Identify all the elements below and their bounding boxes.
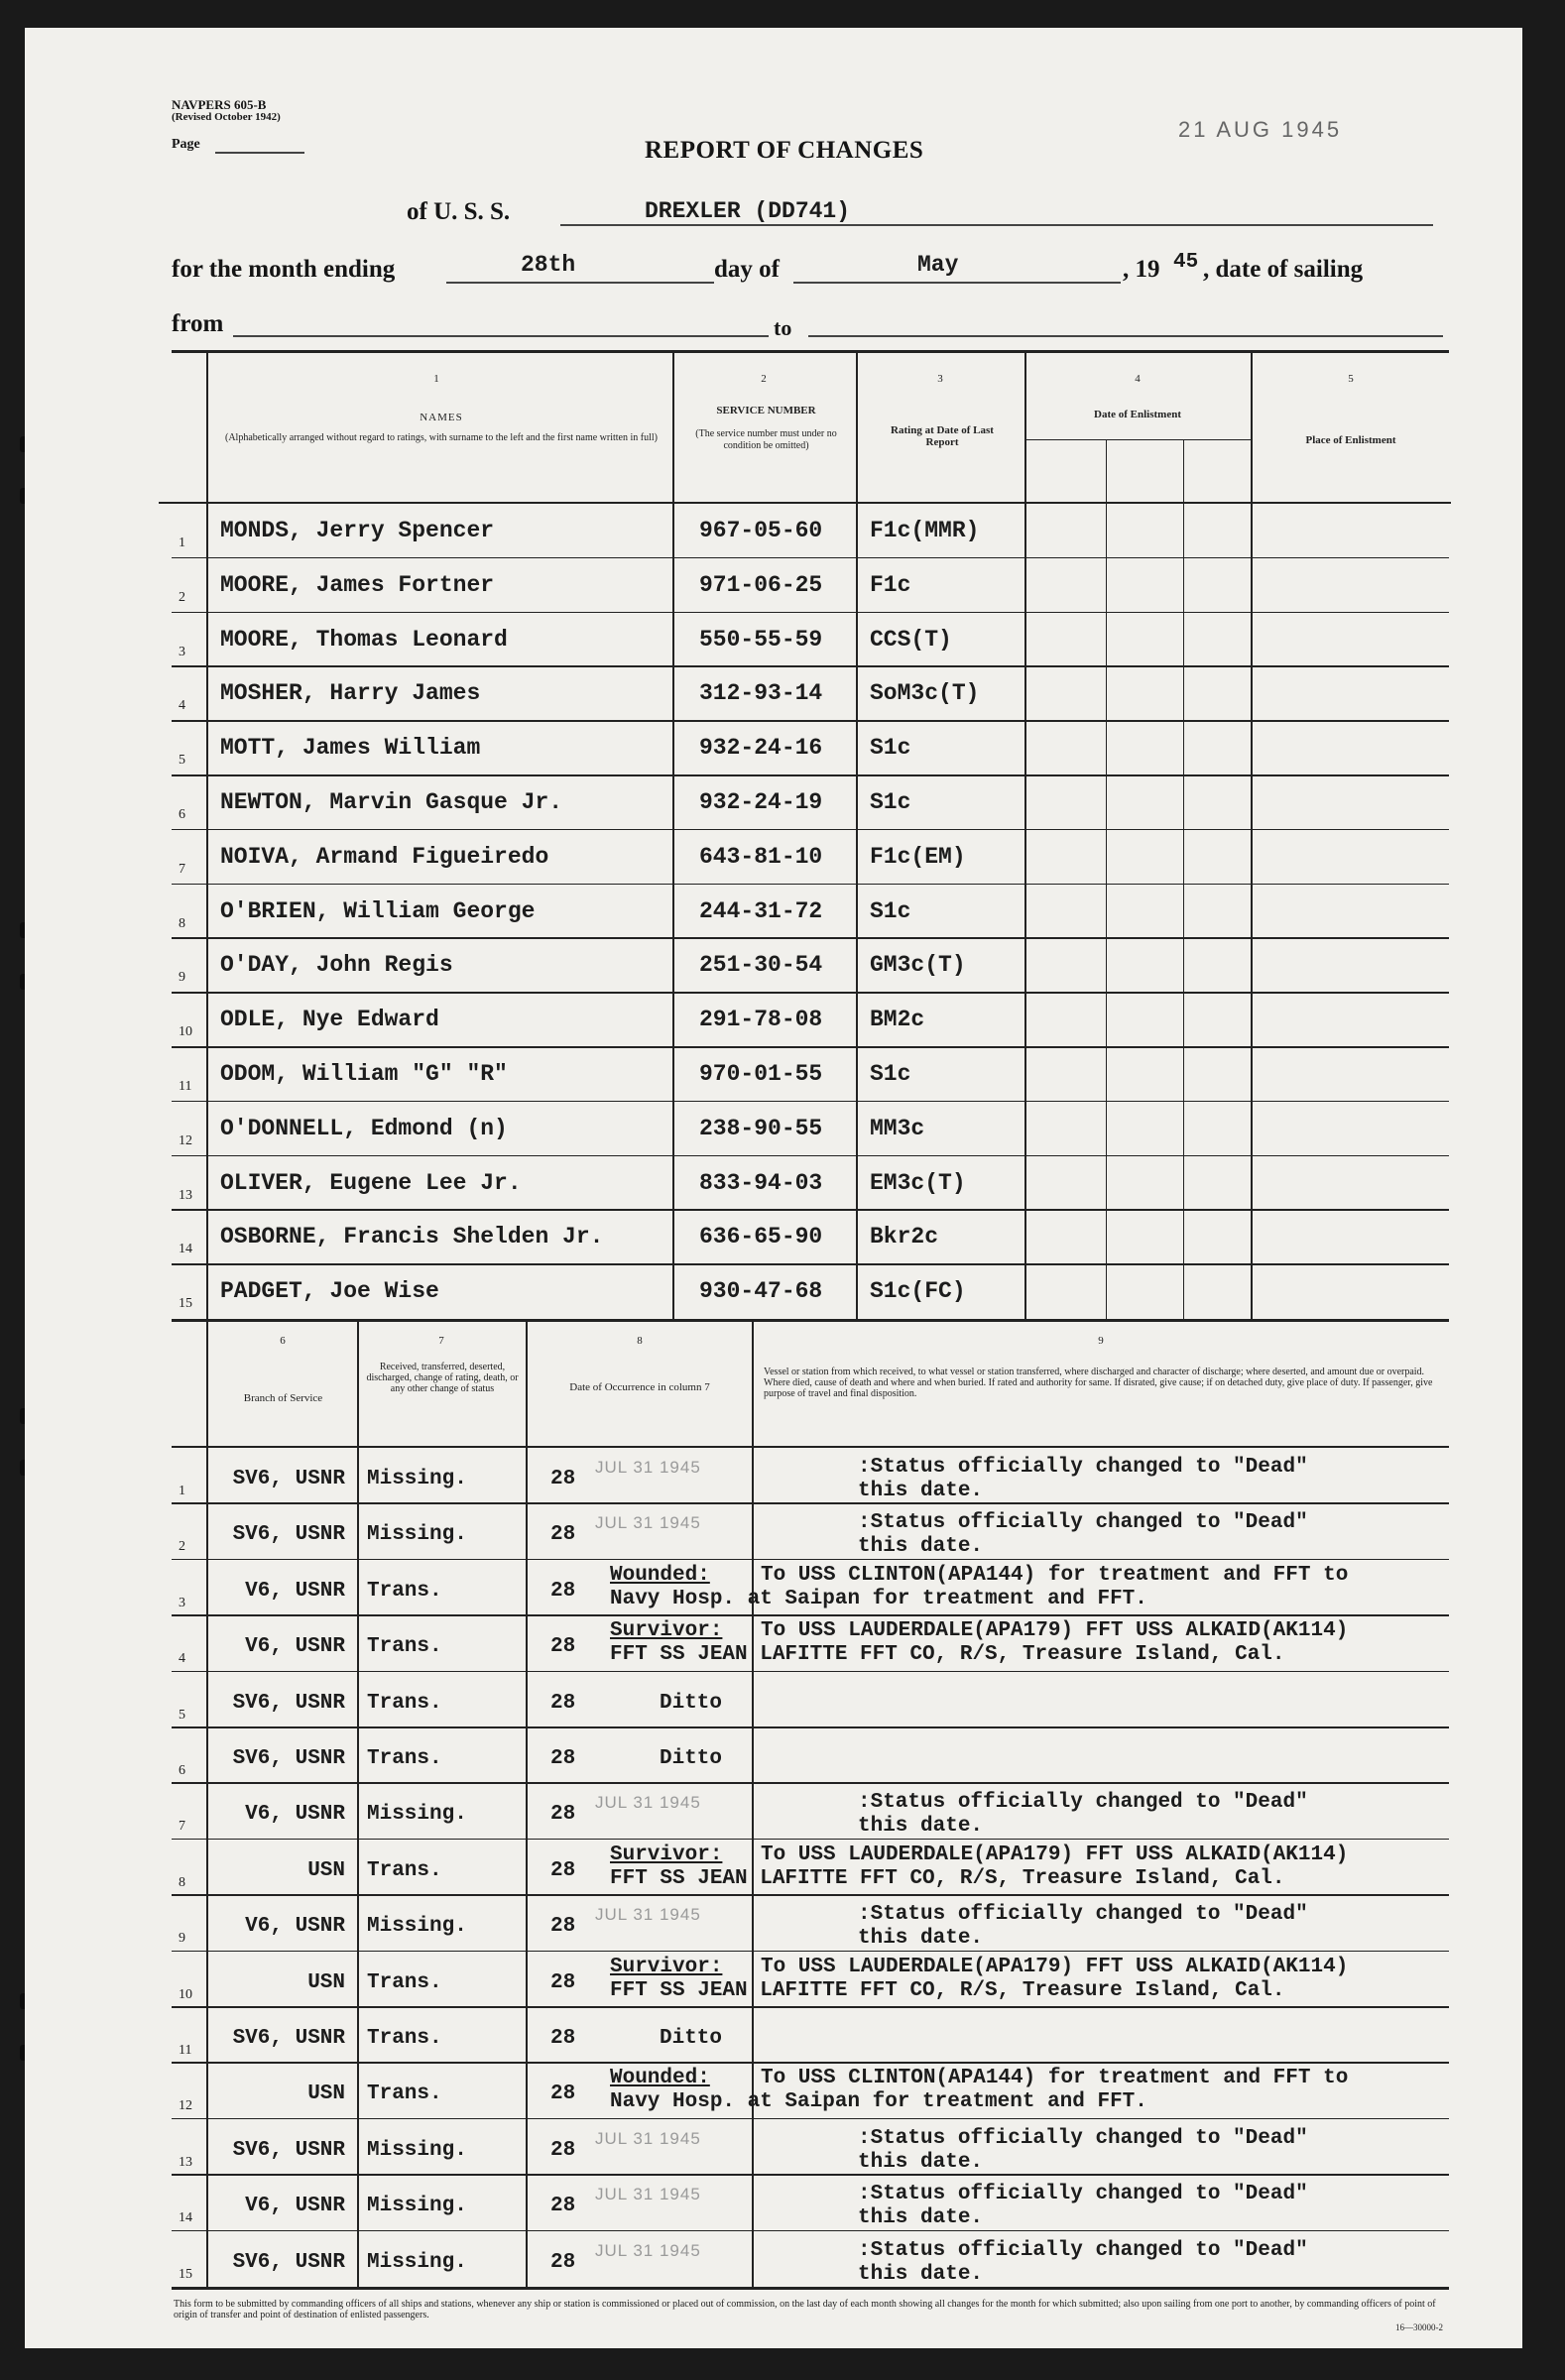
to-label: to [774, 315, 792, 340]
row-number: 14 [179, 2210, 192, 2226]
rating: S1c(FC) [870, 1278, 966, 1305]
branch-of-service: SV6, USNR [232, 2027, 345, 2050]
row-rule [172, 774, 1449, 776]
row-rule [172, 2062, 1449, 2064]
change-of-status: Missing. [367, 2250, 467, 2274]
change-of-status: Trans. [367, 1691, 442, 1715]
row-rule [172, 1839, 1449, 1841]
row-number: 4 [179, 1651, 185, 1667]
service-number: 312-93-14 [699, 680, 823, 707]
row-number: 14 [179, 1242, 192, 1257]
remark-line-1: :Status officially changed to "Dead" [858, 1511, 1308, 1535]
occurrence-date: 28 [550, 1691, 576, 1715]
sailor-name: NOIVA, Armand Figueiredo [220, 843, 549, 870]
occurrence-date: 28 [550, 2082, 576, 2106]
to-line [808, 335, 1443, 337]
bottom-col-rule-c [526, 1322, 528, 2287]
occurrence-date: 28 [550, 2250, 576, 2274]
row-rule [172, 1155, 1449, 1157]
rating: S1c [870, 735, 911, 762]
row-number: 9 [179, 970, 185, 986]
occurrence-date: 28 [550, 1468, 576, 1490]
row-rule [172, 2174, 1449, 2176]
day-value: 28th [521, 252, 576, 278]
row-number: 15 [179, 1296, 192, 1312]
service-number: 932-24-16 [699, 735, 823, 762]
branch-of-service: USN [307, 2082, 345, 2106]
remark-line-1: :Status officially changed to "Dead" [858, 1791, 1308, 1815]
remark-line-2: this date. [858, 1480, 984, 1502]
bottom-table-bottom-rule [172, 2287, 1449, 2290]
ship-name: DREXLER (DD741) [645, 198, 851, 224]
service-header: SERVICE NUMBER [716, 405, 816, 416]
col-number-2: 2 [761, 373, 767, 385]
received-date-stamp: 21 AUG 1945 [1178, 117, 1343, 142]
row-number: 7 [179, 861, 185, 877]
enlistment-sub-rule [1024, 439, 1251, 440]
row-rule [172, 665, 1449, 667]
of-uss-label: of U. S. S. [407, 198, 511, 225]
change-of-status: Missing. [367, 2138, 467, 2162]
occurrence-date: 28 [550, 1579, 576, 1603]
occurrence-date: 28 [550, 1915, 576, 1939]
remark-line-2: this date. [858, 1927, 984, 1951]
remark-tag: Survivor: [610, 1843, 723, 1866]
bottom-table-header-rule [172, 1446, 1449, 1448]
row-number: 15 [179, 2266, 192, 2282]
year-prefix: , 19 [1123, 256, 1160, 283]
branch-of-service: USN [307, 1970, 345, 1994]
status-header: Received, transferred, deserted, discharged, change of rating, death, or any other change of status [366, 1362, 519, 1394]
remark-line-2: FFT SS JEAN LAFITTE FFT CO, R/S, Treasure Island, Cal. [610, 1643, 1285, 1667]
change-of-status: Trans. [367, 2027, 442, 2050]
remark-line-2: this date. [858, 1535, 984, 1559]
occurrence-date: 28 [550, 2027, 576, 2050]
row-rule [172, 1671, 1449, 1673]
month-value: May [917, 252, 959, 278]
row-number: 6 [179, 1763, 185, 1778]
row-number: 2 [179, 1539, 185, 1555]
service-number: 967-05-60 [699, 518, 823, 543]
sailor-name: OSBORNE, Francis Shelden Jr. [220, 1224, 604, 1250]
service-number: 291-78-08 [699, 1007, 823, 1033]
row-number: 12 [179, 2098, 192, 2114]
row-rule [172, 1614, 1449, 1616]
sailor-name: O'DONNELL, Edmond (n) [220, 1115, 508, 1141]
remark-line-1: :Status officially changed to "Dead" [858, 2183, 1308, 2206]
sailor-name: O'DAY, John Regis [220, 952, 453, 979]
from-label: from [172, 310, 224, 337]
sailor-name: MOORE, James Fortner [220, 571, 495, 598]
rating: GM3c(T) [870, 952, 966, 979]
sailor-name: ODLE, Nye Edward [220, 1007, 439, 1033]
received-stamp: JUL 31 1945 [595, 1513, 701, 1533]
row-rule [172, 1894, 1449, 1896]
bottom-col-rule-b [357, 1322, 359, 2287]
sailor-name: O'BRIEN, William George [220, 897, 536, 924]
names-subheader: (Alphabetically arranged without regard to ratings, with surname to the left and the first name written in full) [225, 432, 658, 443]
row-rule [172, 1559, 1449, 1561]
received-stamp: JUL 31 1945 [595, 2128, 701, 2148]
received-stamp: JUL 31 1945 [595, 2240, 701, 2260]
row-number: 11 [179, 2043, 192, 2058]
row-number: 1 [179, 1484, 185, 1498]
row-number: 13 [179, 1187, 192, 1203]
remark-line-2: Navy Hosp. at Saipan for treatment and FFT. [610, 2090, 1147, 2114]
received-stamp: JUL 31 1945 [595, 2185, 701, 2204]
change-of-status: Trans. [367, 1858, 442, 1882]
day-line [446, 282, 714, 284]
date-header: Date of Occurrence in column 7 [569, 1381, 710, 1393]
rating-header: Rating at Date of Last Report [891, 424, 994, 448]
service-number: 636-65-90 [699, 1224, 823, 1250]
col-number-5: 5 [1348, 373, 1354, 385]
sailor-name: PADGET, Joe Wise [220, 1278, 439, 1305]
row-number: 7 [179, 1819, 185, 1835]
service-number: 244-31-72 [699, 897, 823, 924]
remark-line-2: this date. [858, 1815, 984, 1839]
enlistment-header: Date of Enlistment [1094, 409, 1181, 420]
occurrence-date: 28 [550, 1523, 576, 1547]
remark-line-2: this date. [858, 2262, 984, 2286]
form-id: NAVPERS 605-B [172, 97, 267, 112]
sailor-name: MOORE, Thomas Leonard [220, 626, 508, 653]
branch-of-service: V6, USNR [245, 1803, 345, 1827]
remark-line-1: :Status officially changed to "Dead" [858, 1456, 1308, 1479]
service-number: 930-47-68 [699, 1278, 823, 1305]
row-number: 12 [179, 1132, 192, 1148]
branch-of-service: USN [307, 1858, 345, 1882]
remark-line-2: this date. [858, 2206, 984, 2230]
occurrence-date: 28 [550, 1635, 576, 1659]
rating: Bkr2c [870, 1224, 939, 1250]
day-of-label: day of [714, 256, 780, 283]
service-number: 643-81-10 [699, 843, 823, 870]
place-header: Place of Enlistment [1305, 434, 1396, 446]
rating: SoM3c(T) [870, 680, 980, 707]
branch-of-service: SV6, USNR [232, 1468, 345, 1490]
remark-line-1: :Status officially changed to "Dead" [858, 2238, 1308, 2262]
month-line [793, 282, 1121, 284]
remark-line-1: To USS CLINTON(APA144) for treatment and FFT to [761, 2067, 1349, 2090]
sailor-name: NEWTON, Marvin Gasque Jr. [220, 789, 563, 815]
branch-of-service: V6, USNR [245, 1915, 345, 1939]
service-number: 251-30-54 [699, 952, 823, 979]
row-number: 4 [179, 698, 185, 714]
change-of-status: Trans. [367, 1635, 442, 1659]
col-number-1: 1 [433, 373, 439, 385]
row-rule [172, 829, 1449, 831]
top-col-rule-a [206, 350, 208, 1319]
row-number: 13 [179, 2154, 192, 2170]
row-rule [172, 1209, 1449, 1211]
row-number: 8 [179, 915, 185, 931]
received-stamp: JUL 31 1945 [595, 1458, 701, 1477]
row-rule [172, 2118, 1449, 2120]
change-of-status: Missing. [367, 1523, 467, 1547]
row-number: 9 [179, 1931, 185, 1947]
change-of-status: Missing. [367, 2195, 467, 2218]
service-number: 971-06-25 [699, 571, 823, 598]
form-revised: (Revised October 1942) [172, 111, 281, 123]
col-number-3: 3 [937, 373, 943, 385]
row-rule [172, 937, 1449, 939]
row-number: 6 [179, 807, 185, 822]
row-number: 5 [179, 1707, 185, 1723]
top-table-header-rule [159, 502, 1451, 504]
rating: S1c [870, 1061, 911, 1087]
sailor-name: OLIVER, Eugene Lee Jr. [220, 1169, 522, 1196]
page-label: Page [172, 137, 200, 152]
row-number: 10 [179, 1986, 192, 2002]
row-rule [172, 1726, 1449, 1728]
top-col-rule-d [1024, 350, 1026, 1319]
col-number-4: 4 [1135, 373, 1141, 385]
top-col-rule-b [672, 350, 674, 1319]
remark-line-1: To USS CLINTON(APA144) for treatment and FFT to [761, 1563, 1349, 1587]
occurrence-date: 28 [550, 2138, 576, 2162]
occurrence-date: 28 [550, 1970, 576, 1994]
remark-line-2: Navy Hosp. at Saipan for treatment and FFT. [610, 1587, 1147, 1610]
row-number: 11 [179, 1079, 192, 1094]
date-of-sailing-label: , date of sailing [1203, 256, 1364, 283]
col-number-8: 8 [637, 1335, 643, 1347]
row-rule [172, 1046, 1449, 1048]
rating: S1c [870, 789, 911, 815]
change-of-status: Missing. [367, 1468, 467, 1490]
row-rule [172, 2006, 1449, 2008]
rating: F1c(EM) [870, 843, 966, 870]
remark-line-1: :Status officially changed to "Dead" [858, 2126, 1308, 2150]
received-stamp: JUL 31 1945 [595, 1905, 701, 1925]
remark-tag: Survivor: [610, 1955, 723, 1978]
remark-line-2: FFT SS JEAN LAFITTE FFT CO, R/S, Treasure Island, Cal. [610, 1978, 1285, 2002]
branch-of-service: V6, USNR [245, 1579, 345, 1603]
service-number: 550-55-59 [699, 626, 823, 653]
row-rule [172, 612, 1449, 614]
row-rule [172, 1263, 1449, 1265]
rating: MM3c [870, 1115, 925, 1141]
row-rule [172, 1782, 1449, 1784]
rating: EM3c(T) [870, 1169, 966, 1196]
remark-line-1: :Status officially changed to "Dead" [858, 1903, 1308, 1927]
print-code: 16—30000-2 [1395, 2322, 1443, 2332]
row-rule [172, 992, 1449, 994]
branch-of-service: V6, USNR [245, 2195, 345, 2218]
col-number-9: 9 [1098, 1335, 1104, 1347]
sailor-name: ODOM, William "G" "R" [220, 1061, 508, 1087]
footer-note: This form to be submitted by commanding officers of all ships and stations, whenever any ship or station is commissioned or placed out of commission, on the last day of each month showing all changes for the month for which submitted; also upon sailing from one port to another, by commanding officers of point of origin of transfer and point of destination of enlisted passengers. [174, 2299, 1436, 2320]
vessel-header: Vessel or station from which received, to what vessel or station transferred, where discharged and character of discharge; where deserted, and amount due or overpaid. Where died, cause of death and where and when buried. If rated and authority for same. If disrated, give cause; if on detached duty, give place of duty. If passenger, give purpose of travel and final disposition. [764, 1367, 1433, 1399]
row-number: 2 [179, 589, 185, 605]
rating: F1c [870, 571, 911, 598]
form-sheet [25, 28, 1522, 2348]
row-rule [172, 557, 1449, 559]
col-number-6: 6 [280, 1335, 286, 1347]
top-table-bottom-rule [172, 1319, 1449, 1322]
change-of-status: Missing. [367, 1803, 467, 1827]
remark-tag: Wounded: [610, 2067, 710, 2090]
remark-line-1: Ditto [660, 2027, 723, 2050]
page-number-line [215, 152, 304, 154]
branch-of-service: V6, USNR [245, 1635, 345, 1659]
row-rule [172, 1101, 1449, 1103]
change-of-status: Trans. [367, 1970, 442, 1994]
row-number: 10 [179, 1024, 192, 1040]
remark-line-1: To USS LAUDERDALE(APA179) FFT USS ALKAID(AK114) [761, 1955, 1349, 1978]
top-col-rule-g [1251, 350, 1253, 1319]
row-rule [172, 884, 1449, 886]
form-title: REPORT OF CHANGES [645, 137, 924, 164]
row-number: 3 [179, 1595, 185, 1610]
row-number: 5 [179, 753, 185, 769]
remark-line-1: Ditto [660, 1691, 723, 1715]
rating: F1c(MMR) [870, 518, 980, 543]
col-number-7: 7 [438, 1335, 444, 1347]
remark-line-2: this date. [858, 2150, 984, 2174]
row-rule [172, 1951, 1449, 1953]
row-rule [172, 1502, 1449, 1504]
rating: S1c [870, 897, 911, 924]
occurrence-date: 28 [550, 1747, 576, 1770]
remark-tag: Survivor: [610, 1619, 723, 1643]
branch-of-service: SV6, USNR [232, 1523, 345, 1547]
received-stamp: JUL 31 1945 [595, 1793, 701, 1813]
names-header: NAMES [420, 412, 463, 423]
row-rule [172, 720, 1449, 722]
month-ending-label: for the month ending [172, 256, 396, 283]
branch-header: Branch of Service [243, 1392, 323, 1404]
row-number: 1 [179, 536, 185, 550]
branch-of-service: SV6, USNR [232, 2138, 345, 2162]
rating: BM2c [870, 1007, 925, 1033]
service-number: 970-01-55 [699, 1061, 823, 1087]
from-line [233, 335, 769, 337]
top-col-rule-c [856, 350, 858, 1319]
occurrence-date: 28 [550, 1803, 576, 1827]
rating: CCS(T) [870, 626, 952, 653]
change-of-status: Trans. [367, 2082, 442, 2106]
change-of-status: Trans. [367, 1579, 442, 1603]
change-of-status: Missing. [367, 1915, 467, 1939]
service-number: 833-94-03 [699, 1169, 823, 1196]
sailor-name: MOTT, James William [220, 735, 481, 762]
remark-line-2: FFT SS JEAN LAFITTE FFT CO, R/S, Treasure Island, Cal. [610, 1866, 1285, 1890]
service-subheader: (The service number must under no condition be omitted) [695, 428, 837, 451]
row-number: 8 [179, 1874, 185, 1890]
sailor-name: MOSHER, Harry James [220, 680, 481, 707]
top-col-rule-e [1106, 439, 1107, 1319]
top-table-top-rule [172, 350, 1449, 353]
change-of-status: Trans. [367, 1747, 442, 1770]
bottom-col-rule-d [752, 1322, 754, 2287]
row-rule [172, 2230, 1449, 2232]
year-value: 45 [1173, 251, 1199, 274]
remark-line-1: To USS LAUDERDALE(APA179) FFT USS ALKAID(AK114) [761, 1843, 1349, 1866]
occurrence-date: 28 [550, 2195, 576, 2218]
branch-of-service: SV6, USNR [232, 1691, 345, 1715]
ship-line [560, 224, 1433, 226]
branch-of-service: SV6, USNR [232, 2250, 345, 2274]
remark-line-1: To USS LAUDERDALE(APA179) FFT USS ALKAID(AK114) [761, 1619, 1349, 1643]
top-col-rule-f [1183, 439, 1184, 1319]
occurrence-date: 28 [550, 1858, 576, 1882]
branch-of-service: SV6, USNR [232, 1747, 345, 1770]
sailor-name: MONDS, Jerry Spencer [220, 518, 495, 543]
bottom-col-rule-a [206, 1322, 208, 2287]
row-number: 3 [179, 644, 185, 659]
service-number: 932-24-19 [699, 789, 823, 815]
service-number: 238-90-55 [699, 1115, 823, 1141]
remark-line-1: Ditto [660, 1747, 723, 1770]
remark-tag: Wounded: [610, 1563, 710, 1587]
